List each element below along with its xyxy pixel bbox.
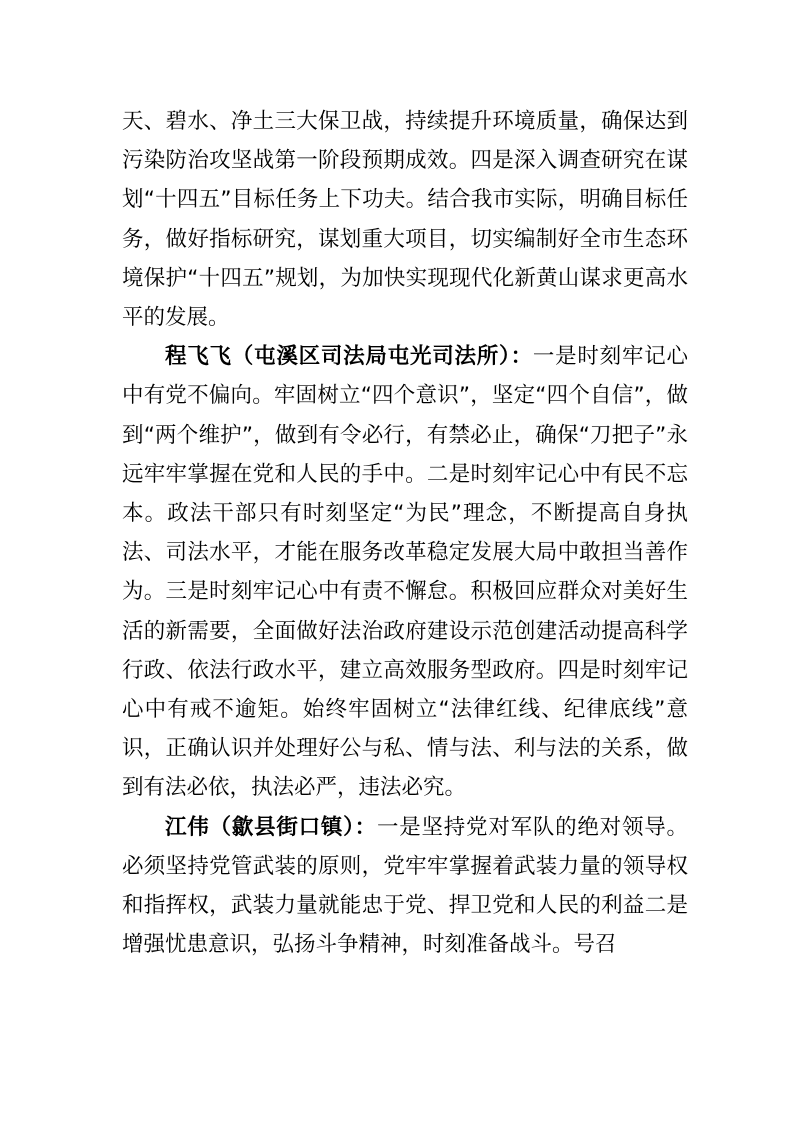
paragraph-3-text: 一是坚持党对军队的绝对领导。必须坚持党管武装的原则，党牢牢掌握着武装力量的领导权和指挥权，武装力量就能忠于党、捍卫党和人民的利益二是增强忧患意识，弘扬斗争精神，时刻准备战斗。号召: [122, 814, 688, 958]
speaker-name-cheng-feifei: 程飞飞（屯溪区司法局屯光司法所）：: [165, 344, 533, 370]
document-page: [122, 102, 688, 964]
paragraph-2: [122, 337, 688, 807]
paragraph-1: [122, 102, 688, 337]
speaker-name-jiang-wei: 江伟（歙县街口镇）：: [165, 814, 377, 840]
paragraph-3: [122, 808, 688, 965]
paragraph-2-text: 一是时刻牢记心中有党不偏向。牢固树立“四个意识”，坚定“四个自信”，做到“两个维护”，做到有令必行，有禁必止，确保“刀把子”永远牢牢掌握在党和人民的手中。二是时刻牢记心中有民不忘本。政法干部只有时刻坚定“为民”理念，不断提高自身执法、司法水平，才能在服务改革稳定发展大局中敢担当善作为。三是时刻牢记心中有责不懈怠。积极回应群众对美好生活的新需要，全面做好法治政府建设示范创建活动提高科学行政、依法行政水平，建立高效服务型政府。四是时刻牢记心中有戒不逾矩。始终牢固树立“法律红线、纪律底线”意识，正确认识并处理好公与私、情与法、利与法的关系，做到有法必依，执法必严，违法必究。: [122, 344, 688, 801]
paragraph-1-text: 天、碧水、净土三大保卫战，持续提升环境质量，确保达到污染防治攻坚战第一阶段预期成效。四是深入调查研究在谋划“十四五”目标任务上下功夫。结合我市实际，明确目标任务，做好指标研究，谋划重大项目，切实编制好全市生态环境保护“十四五”规划，为加快实现现代化新黄山谋求更高水平的发展。: [122, 109, 688, 331]
